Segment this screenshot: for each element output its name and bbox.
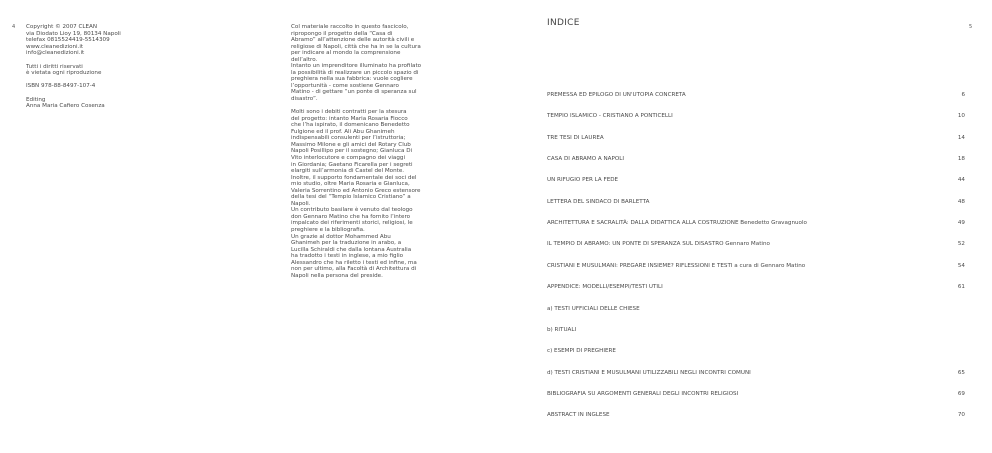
toc-entry [547, 197, 965, 207]
credits-line: la possibilità di realizzare un piccolo spazio di [291, 69, 419, 76]
toc-entry-title: a) TESTI UFFICIALI DELLE CHIESE [547, 305, 640, 312]
toc-entry [547, 368, 965, 378]
credits-line: l’opportunità - come sostiene Gennaro [291, 82, 399, 89]
toc-entry-page: 65 [957, 369, 965, 376]
toc-entry-title: c) ESEMPI DI PREGHIERE [547, 348, 616, 355]
credits-line: impalcato dei riferimenti storici, religiosi, le [291, 220, 413, 227]
colophon-line: Tutti i diritti riservati [26, 63, 83, 70]
toc-entry-title: b) RITUALI [547, 326, 577, 333]
credits-paragraph [291, 24, 456, 103]
toc-entry-page: 61 [957, 284, 965, 291]
toc-entry [547, 218, 965, 228]
credits-line: Matino - di gettare “un ponte di speranza sul [291, 89, 417, 96]
credits-line: Intanto un imprenditore illuminato ha profilato [291, 63, 422, 70]
credits-line: preghiere e la bibliografia. [291, 227, 365, 233]
toc-entry [547, 239, 965, 249]
toc-entry-title: CASA DI ABRAMO A NAPOLI [547, 156, 625, 163]
toc-entry-page: 18 [957, 156, 965, 163]
credits-line: dell’altro. [291, 56, 318, 63]
credits-line: mio studio, oltre Maria Rosaria e Gianluca, [291, 181, 410, 188]
toc-entry-title: BIBLIOGRAFIA SU ARGOMENTI GENERALI DEGLI INCONTRI RELIGIOSI [547, 390, 739, 397]
credits-line: Alessandro che ha riletto i testi ed infine, ma [291, 259, 417, 266]
credits-line: Col materiale raccolto in questo fascicolo, [291, 24, 409, 30]
isbn: ISBN 978-88-8497-107-4 [26, 83, 96, 90]
toc-entry [547, 389, 965, 399]
toc-entry-page: 44 [957, 177, 965, 184]
credits-line: Inoltre, il supporto fondamentale dei soci del [291, 174, 417, 181]
credits-line: non per ultimo, alla Facoltà di Architettura di [291, 266, 417, 273]
toc-entry [547, 261, 965, 271]
colophon-line: è vietata ogni riproduzione [26, 70, 102, 77]
toc-entry-title: UN RIFUGIO PER LA FEDE [547, 177, 619, 184]
credits-line: Vito interlocutore e compagno dei viaggi [291, 154, 406, 161]
toc-entry-title: APPENDICE: MODELLI/ESEMPI/TESTI UTILI [547, 284, 663, 291]
credits-line: Lucilla Schiraldi che dalla lontana Australia [291, 246, 412, 253]
credits-line: Napoli. [291, 200, 311, 207]
credits-paragraph [291, 109, 456, 279]
toc-entry [547, 304, 965, 314]
credits-line: Abramo” all’attenzione delle autorità civili e [291, 37, 415, 44]
colophon-line: Anna Maria Cafiero Cosenza [26, 103, 105, 110]
credits-line: indispensabili consulenti per l’istruttoria; [291, 135, 406, 142]
credits-line: Un grazie al dottor Mohammed Abu [291, 233, 391, 240]
credits-line: per indicare al mondo la comprensione [291, 50, 401, 57]
credits-line: Un contributo basilare è venuto dal teologo [291, 207, 413, 214]
credits-line: religiose di Napoli, città che ha in se la cultura [291, 43, 421, 50]
toc-entry-title: IL TEMPIO DI ABRAMO: UN PONTE DI SPERANZA SUL DISASTRO Gennaro Matino [547, 241, 770, 248]
credits-line: Massimo Milone e gli amici del Rotary Club [291, 141, 411, 148]
credits-line: Fulgione ed il prof. Ali Abu Ghanimeh [291, 128, 395, 135]
credits-line: Valeria Sorrentino ed Antonio Greco estensore [291, 187, 421, 194]
colophon-line: telefax 0815524419-5514309 [26, 37, 110, 44]
colophon [26, 24, 161, 110]
toc-entry-page: 49 [957, 220, 965, 227]
credits-line: preghiera nella sua fabbrica: vuole cogliere [291, 76, 413, 83]
toc-entry-title: PREMESSA ED EPILOGO DI UN'UTOPIA CONCRETA [547, 92, 686, 98]
toc-entry-title: TRE TESI DI LAUREA [547, 134, 604, 141]
credits-line: ripropongo il progetto della “Casa di [291, 30, 393, 37]
toc-entry-page: 54 [957, 262, 965, 269]
colophon-line: Editing [26, 96, 46, 103]
credits-line: che l’ha ispirato, il domenicano Benedetto [291, 122, 410, 129]
toc-entry-page: 10 [957, 113, 965, 120]
toc-entry-page: 52 [957, 241, 965, 248]
toc-entry-title: LETTERA DEL SINDACO DI BARLETTA [547, 198, 650, 205]
toc-entry-title: ARCHITETTURA E SACRALITÀ: DALLA DIDATTICA ALLA COSTRUZIONE Benedetto Gravagnuolo [547, 220, 807, 227]
credits-line: Ghanimeh per la traduzione in arabo, a [291, 240, 402, 247]
credits-line: disastro”. [291, 96, 318, 103]
toc-entry [547, 90, 965, 100]
publisher-email: info@cleanedizioni.it [26, 50, 85, 57]
credits-line: Napoli nella persona del preside. [291, 272, 383, 279]
toc-entry [547, 346, 965, 356]
publisher-website: www.cleanedizioni.it [26, 43, 84, 50]
toc-entry [547, 111, 965, 121]
toc-entry [547, 154, 965, 164]
credits-line: del progetto: intanto Maria Rosaria Fiocco [291, 115, 408, 122]
toc-entry [547, 325, 965, 335]
toc-entry [547, 282, 965, 292]
toc-entry-page: 6 [961, 92, 965, 98]
toc-entry-title: ABSTRACT IN INGLESE [547, 412, 610, 419]
toc-entry [547, 410, 965, 420]
toc-entry-page: 70 [957, 412, 965, 419]
page-number-right: 5 [969, 24, 973, 30]
toc-title: INDICE [547, 18, 580, 28]
colophon-line: via Diodato Lioy 19, 80134 Napoli [26, 30, 121, 37]
toc-entry-page: 14 [957, 134, 965, 141]
credits-line: ha tradotto i testi in inglese, a mio figlio [291, 253, 404, 260]
colophon-line: Copyright © 2007 CLEAN [26, 24, 98, 30]
credits-line: in Giordania; Gaetano Ficarella per i segreti [291, 161, 413, 168]
page-number-left: 4 [12, 24, 16, 30]
toc-entry [547, 133, 965, 143]
toc-entry-page: 48 [957, 198, 965, 205]
toc-entry-title: CRISTIANI E MUSULMANI: PREGARE INSIEME? RIFLESSIONI E TESTI a cura di Gennaro Matino [547, 262, 806, 269]
toc-entry-title: d) TESTI CRISTIANI E MUSULMANI UTILIZZABILI NEGLI INCONTRI COMUNI [547, 369, 751, 376]
credits-line: della tesi del “Tempio Islamico Cristiano” a [291, 194, 411, 201]
credits-line: elargiti sull’armonia di Castel del Monte. [291, 168, 405, 175]
credits-line: Napoli Posillipo per il sostegno; Gianluca Di [291, 148, 413, 155]
toc-entry [547, 175, 965, 185]
credits-line: don Gennaro Matino che ha fornito l’intero [291, 213, 411, 220]
credits-text [291, 24, 456, 279]
toc-entry-page: 69 [957, 390, 965, 397]
credits-line: Molti sono i debiti contratti per la stesura [291, 109, 407, 116]
toc-entry-title: TEMPIO ISLAMICO - CRISTIANO A PONTICELLI [547, 113, 673, 120]
